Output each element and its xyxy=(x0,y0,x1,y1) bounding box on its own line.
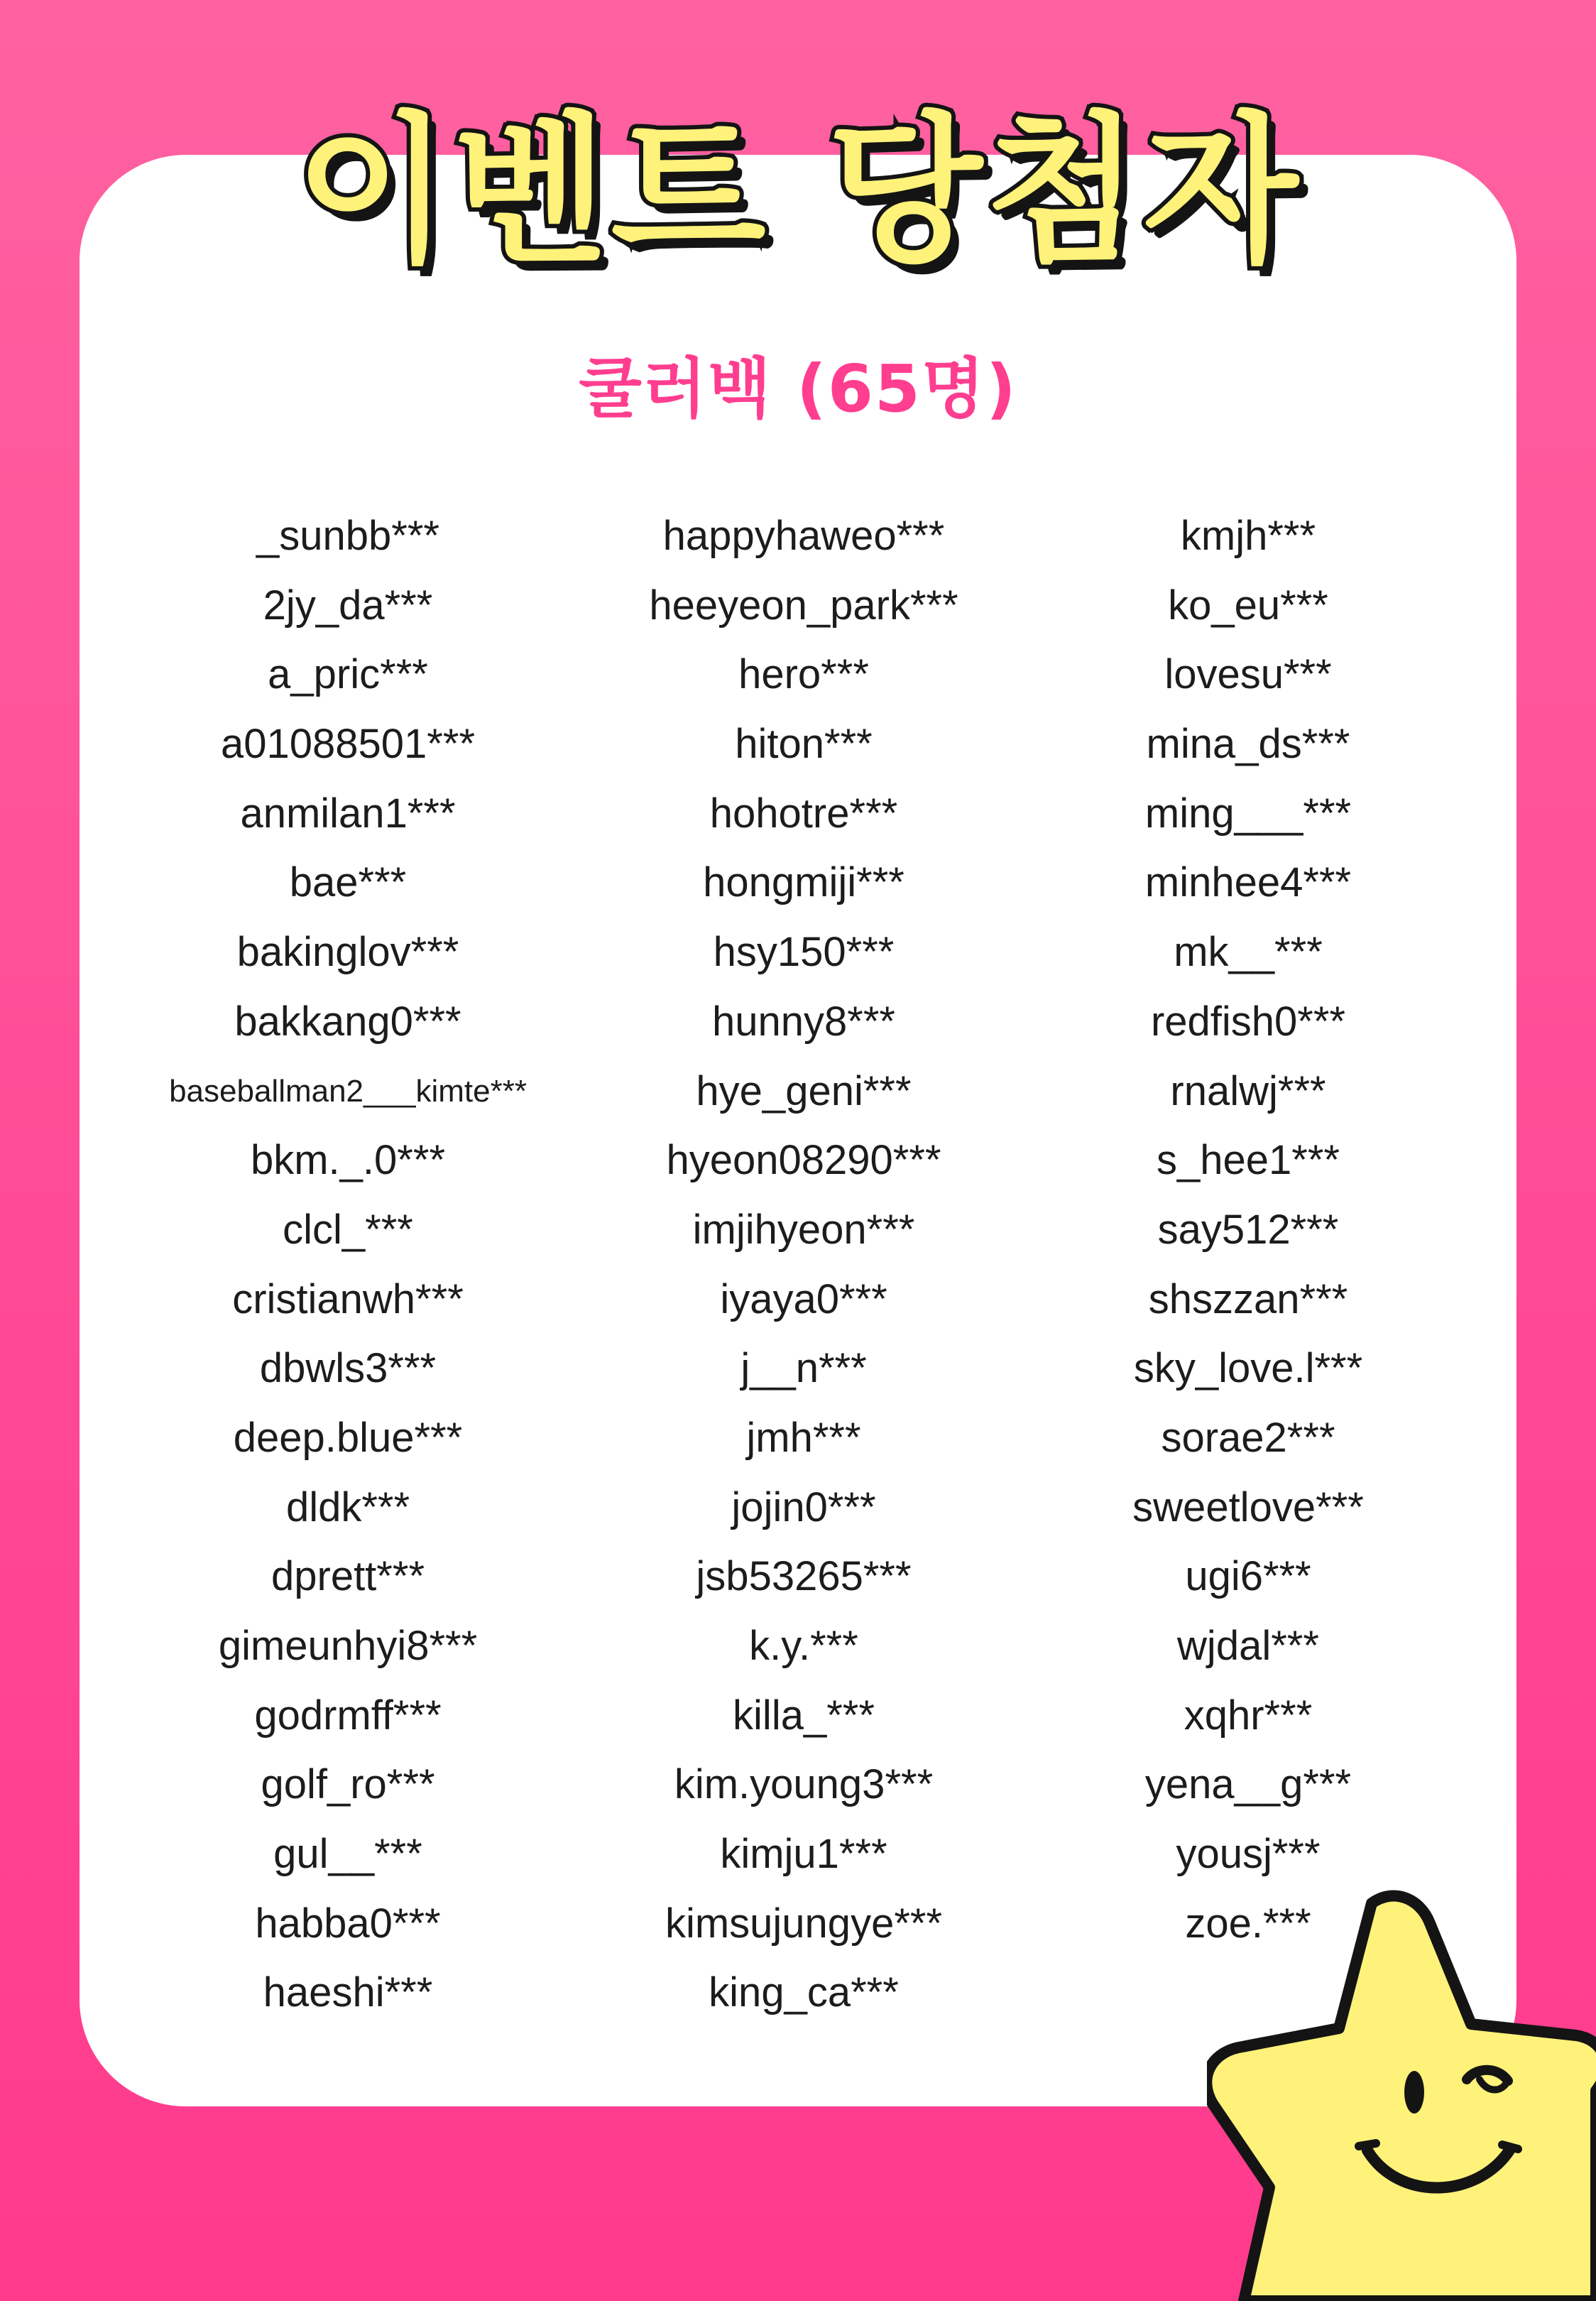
winner-name: haeshi*** xyxy=(263,1969,433,2016)
winner-name: a_pric*** xyxy=(268,651,428,698)
winner-name: golf_ro*** xyxy=(261,1761,435,1808)
winner-name: ming___*** xyxy=(1144,790,1352,837)
winner-name: clcl_*** xyxy=(283,1206,413,1253)
winner-name: minhee4*** xyxy=(1144,859,1352,906)
winner-name: dbwls3*** xyxy=(259,1345,437,1392)
winner-name: ugi6*** xyxy=(1185,1553,1311,1600)
winner-name: k.y.*** xyxy=(749,1623,858,1669)
prize-subtitle: 쿨러백 (65명) xyxy=(579,351,1017,427)
winner-name: imjihyeon*** xyxy=(692,1206,915,1253)
winner-name: sweetlove*** xyxy=(1132,1484,1364,1530)
winner-name: jsb53265*** xyxy=(696,1553,912,1600)
winner-name: hohotre*** xyxy=(709,790,898,837)
winner-name: kim.young3*** xyxy=(674,1761,934,1808)
winner-name: anmilan1*** xyxy=(240,790,456,837)
winner-name: shszzan*** xyxy=(1148,1275,1348,1322)
winner-name: hyeon08290*** xyxy=(666,1137,941,1184)
winner-name: hero*** xyxy=(738,651,869,698)
winner-name: kimju1*** xyxy=(720,1831,887,1878)
winner-name: mk__*** xyxy=(1174,929,1323,976)
winner-name: king_ca*** xyxy=(709,1969,899,2016)
winner-name: yena__g*** xyxy=(1144,1761,1352,1808)
winner-name: hiton*** xyxy=(735,721,873,768)
winner-name: hunny8*** xyxy=(712,998,895,1045)
page-title: 이벤트 당첨자 xyxy=(295,98,1301,285)
winner-name: heeyeon_park*** xyxy=(649,582,958,629)
winner-name: bkm._.0*** xyxy=(250,1137,446,1184)
winner-name: a01088501*** xyxy=(220,721,476,768)
winner-name: lovesu*** xyxy=(1164,651,1332,698)
winner-name: sky_love.l*** xyxy=(1133,1345,1363,1392)
winner-name: zoe.*** xyxy=(1185,1900,1311,1947)
winner-name: baseballman2___kimte*** xyxy=(169,1073,527,1109)
winner-name: dldk*** xyxy=(285,1484,410,1530)
winner-name: bakkang0*** xyxy=(234,998,461,1045)
winner-name: kimsujungye*** xyxy=(665,1900,943,1947)
winner-name: _sunbb*** xyxy=(256,513,439,559)
winner-name: sorae2*** xyxy=(1161,1414,1335,1461)
winner-name: bakinglov*** xyxy=(236,929,459,976)
winner-name: hongmiji*** xyxy=(703,859,904,906)
winner-name: yousj*** xyxy=(1176,1831,1321,1878)
winner-name: ko_eu*** xyxy=(1168,582,1328,629)
winner-name: bae*** xyxy=(289,859,407,906)
winner-name: habba0*** xyxy=(255,1900,441,1947)
winner-name: jojin0*** xyxy=(731,1484,876,1530)
winner-name: xqhr*** xyxy=(1184,1692,1313,1739)
winner-name: hye_geni*** xyxy=(696,1067,912,1114)
winner-name: dprett*** xyxy=(270,1553,425,1600)
winking-star-mascot-icon xyxy=(1207,1889,1596,2301)
winner-name: deep.blue*** xyxy=(233,1414,463,1461)
winner-name: wjdal*** xyxy=(1177,1623,1319,1669)
winner-name: jmh*** xyxy=(746,1414,861,1461)
winner-name: redfish0*** xyxy=(1150,998,1346,1045)
winner-name: happyhaweo*** xyxy=(662,513,945,559)
winner-name: cristianwh*** xyxy=(232,1275,464,1322)
winner-name: mina_ds*** xyxy=(1146,721,1350,768)
winners-column-1 xyxy=(85,501,611,2028)
winner-name: gul__*** xyxy=(273,1831,422,1878)
winner-name: kmjh*** xyxy=(1180,513,1316,559)
winner-name: gimeunhyi8*** xyxy=(218,1623,478,1669)
winner-name: killa_*** xyxy=(733,1692,875,1739)
winner-name: hsy150*** xyxy=(713,929,895,976)
winner-name: godrmff*** xyxy=(254,1692,442,1739)
winners-column-3 xyxy=(985,501,1511,1958)
winner-name: iyaya0*** xyxy=(720,1275,887,1322)
winner-name: say512*** xyxy=(1157,1206,1339,1253)
winner-name: j__n*** xyxy=(740,1345,867,1392)
winner-name: s_hee1*** xyxy=(1157,1137,1340,1184)
winner-name: rnalwj*** xyxy=(1170,1067,1326,1114)
winner-name: 2jy_da*** xyxy=(263,582,433,629)
